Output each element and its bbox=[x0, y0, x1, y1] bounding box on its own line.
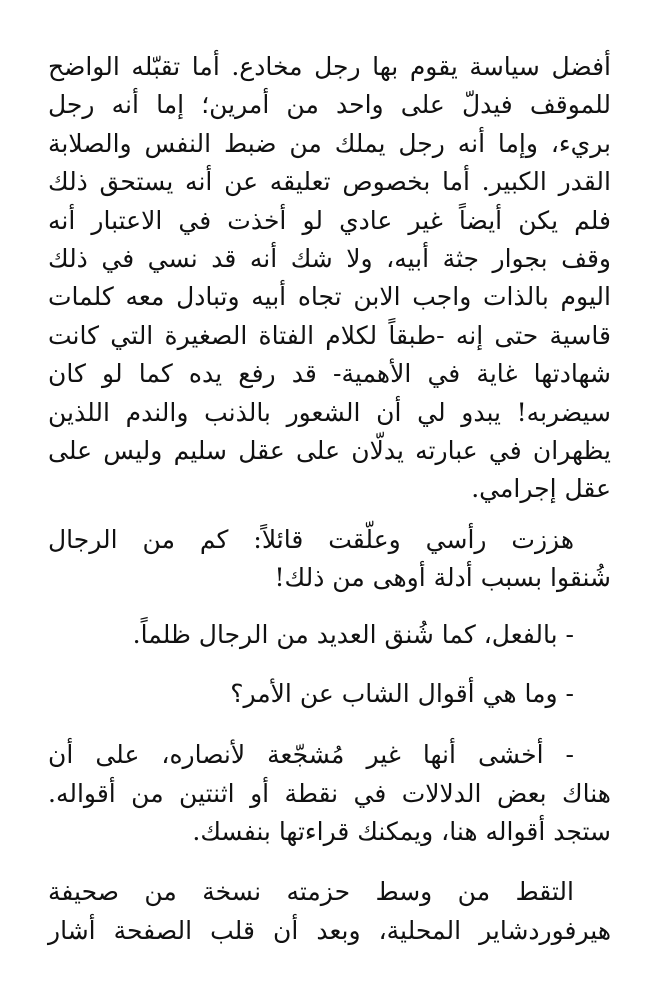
text-line: - أخشى أنها غير مُشجّعة لأنصاره، على أن bbox=[48, 740, 574, 770]
text-line: شهادتها غاية في الأهمية- قد رفع يده كما لو كان bbox=[48, 359, 611, 389]
text-line: سيضربه! يبدو لي أن الشعور بالذنب والندم اللذين bbox=[48, 397, 611, 427]
text-line: أفضل سياسة يقوم بها رجل مخادع. أما تقبّله الواضح bbox=[48, 52, 611, 81]
text-line: - وما هي أقوال الشاب عن الأمر؟ bbox=[230, 678, 574, 708]
text-line: وقف بجوار جثة أبيه، ولا شك أنه قد نسي في ذلك bbox=[48, 243, 611, 273]
text-line: للموقف فيدلّ على واحد من أمرين؛ إما أنه رجل bbox=[48, 90, 611, 120]
paragraph-2 bbox=[48, 521, 611, 598]
text-line: عقل إجرامي. bbox=[471, 474, 611, 504]
text-line: هيرفوردشاير المحلية، وبعد أن قلب الصفحة أشار bbox=[48, 915, 611, 945]
text-line: القدر الكبير. أما بخصوص تعليقه عن أنه يستحق ذلك bbox=[48, 167, 611, 197]
text-line: بريء، وإما أنه رجل يملك من ضبط النفس والصلابة bbox=[48, 128, 611, 158]
text-line: ستجد أقواله هنا، ويمكنك قراءتها بنفسك. bbox=[192, 817, 611, 847]
book-page bbox=[48, 48, 611, 950]
text-line: التقط من وسط حزمته نسخة من صحيفة bbox=[48, 877, 574, 907]
text-line: شُنقوا بسبب أدلة أوهى من ذلك! bbox=[274, 563, 611, 593]
dialogue-line-3 bbox=[48, 736, 611, 851]
text-line: فلم يكن أيضاً غير عادي لو أخذت في الاعتبار أنه bbox=[48, 205, 611, 235]
paragraph-gap bbox=[48, 509, 611, 521]
paragraph-6 bbox=[48, 873, 611, 950]
dialogue-line-2 bbox=[48, 675, 611, 713]
text-line: قاسية حتى إنه -طبقاً لكلام الفتاة الصغيرة التي كانت bbox=[48, 320, 611, 350]
text-line: هززت رأسي وعلّقت قائلاً: كم من الرجال bbox=[48, 524, 574, 554]
text-line: - بالفعل، كما شُنق العديد من الرجال ظلماً. bbox=[132, 620, 574, 650]
text-line: اليوم بالذات واجب الابن تجاه أبيه وتبادل معه كلمات bbox=[48, 282, 611, 312]
paragraph-gap bbox=[48, 597, 611, 616]
text-line: هناك بعض الدلالات في نقطة أو اثنتين من أقواله. bbox=[48, 778, 611, 808]
paragraph-1 bbox=[48, 48, 611, 509]
paragraph-gap bbox=[48, 655, 611, 675]
dialogue-line-1 bbox=[48, 616, 611, 654]
paragraph-gap bbox=[48, 713, 611, 736]
paragraph-gap bbox=[48, 851, 611, 873]
text-line: يظهران في عبارته يدلّان على عقل سليم وليس على bbox=[48, 435, 611, 465]
